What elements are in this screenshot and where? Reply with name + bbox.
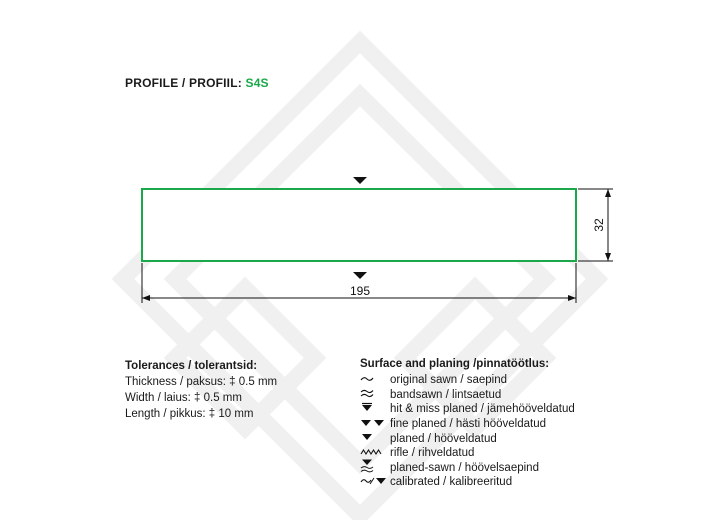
tilde-triangle-icon xyxy=(360,476,390,489)
surface-item-label: calibrated / kalibreeritud xyxy=(390,476,513,489)
profile-title xyxy=(125,76,269,90)
surface-title: Surface and planing /pinnatöötlus: xyxy=(360,358,550,370)
hit-miss-icon xyxy=(360,402,390,416)
profile-label: PROFILE / PROFIIL: xyxy=(125,76,242,90)
tolerance-thickness: Thickness / paksus: ‡ 0.5 mm xyxy=(125,376,278,388)
surface-item-rifle xyxy=(360,446,575,461)
surface-item-label: hit & miss planed / jämehööveldatud xyxy=(390,403,575,416)
double-triangle-icon xyxy=(360,418,390,431)
planed-sawn-icon xyxy=(360,459,390,476)
triangle-icon xyxy=(360,432,390,445)
tolerance-width: Width / laius: ‡ 0.5 mm xyxy=(125,392,242,404)
tolerance-length: Length / pikkus: ‡ 10 mm xyxy=(125,408,254,420)
width-dimension-label: 195 xyxy=(349,284,371,298)
surface-item-original-sawn xyxy=(360,373,575,388)
surface-item-hit-miss xyxy=(360,402,575,417)
surface-item-fine-planed xyxy=(360,417,575,432)
tolerances-block xyxy=(125,358,277,422)
profile-outline xyxy=(142,189,576,261)
width-arrow-left xyxy=(142,295,150,301)
planed-bottom-icon xyxy=(353,272,367,279)
surface-item-label: fine planed / hästi hööveldatud xyxy=(390,418,547,431)
surface-legend xyxy=(360,357,575,490)
thickness-arrow-bottom xyxy=(605,253,611,261)
surface-item-bandsawn xyxy=(360,388,575,403)
surface-item-calibrated xyxy=(360,475,575,490)
width-arrow-right xyxy=(568,295,576,301)
surface-item-label: rifle / rihveldatud xyxy=(390,447,475,460)
double-tilde-icon xyxy=(360,388,390,401)
tilde-icon xyxy=(360,374,390,387)
thickness-dimension-label: 32 xyxy=(592,218,606,232)
surface-item-planed-sawn xyxy=(360,461,575,476)
surface-item-planed xyxy=(360,431,575,446)
surface-item-label: original sawn / saepind xyxy=(390,374,507,387)
surface-item-label: planed-sawn / höövelsaepind xyxy=(390,461,539,474)
tolerances-title: Tolerances / tolerantsid: xyxy=(125,360,258,372)
thickness-arrow-top xyxy=(605,189,611,197)
zigzag-icon xyxy=(360,447,390,460)
surface-item-label: bandsawn / lintsaetud xyxy=(390,388,502,401)
profile-code: S4S xyxy=(245,76,269,90)
planed-top-icon xyxy=(353,177,367,184)
surface-item-label: planed / hööveldatud xyxy=(390,432,497,445)
